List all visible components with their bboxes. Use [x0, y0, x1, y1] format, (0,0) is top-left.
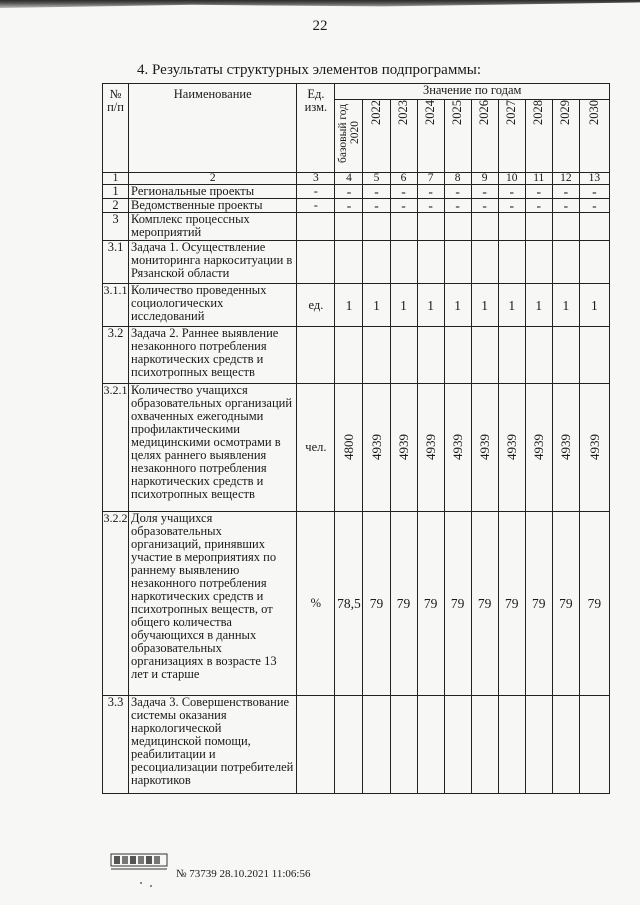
- row-value: [525, 327, 552, 384]
- year-header-cell: [444, 100, 471, 173]
- row-name: Региональные проекты: [129, 185, 297, 199]
- row-value-label: 4939: [558, 433, 574, 460]
- row-value: 1: [525, 284, 552, 327]
- row-value-label: 4939: [531, 433, 547, 460]
- row-value: [390, 327, 417, 384]
- row-value: [444, 696, 471, 794]
- row-unit: %: [297, 512, 335, 696]
- year-header-cell: [390, 100, 417, 173]
- year-header-cell: [552, 100, 579, 173]
- col-name-header: Наименование: [129, 84, 297, 173]
- row-value: 79: [444, 512, 471, 696]
- row-value: -: [417, 199, 444, 213]
- row-value: [552, 327, 579, 384]
- col-num-header: № п/п: [103, 84, 129, 173]
- row-number: 3.2.2: [103, 512, 129, 696]
- row-value: 1: [417, 284, 444, 327]
- row-value: 1: [390, 284, 417, 327]
- row-value: -: [335, 199, 363, 213]
- row-value: 79: [579, 512, 609, 696]
- table-row: [103, 241, 610, 284]
- column-index-cell: 7: [417, 173, 444, 185]
- row-value: [444, 384, 471, 512]
- row-name: Количество проведенных социологических исследований: [129, 284, 297, 327]
- table-row: [103, 696, 610, 794]
- year-header-label: 2022: [368, 100, 383, 125]
- row-value: [390, 384, 417, 512]
- row-value: 79: [363, 512, 390, 696]
- row-value: 79: [471, 512, 498, 696]
- row-value: [417, 384, 444, 512]
- column-index-cell: 12: [552, 173, 579, 185]
- row-value: -: [390, 199, 417, 213]
- row-value: [498, 696, 525, 794]
- row-number: 3.1: [103, 241, 129, 284]
- table-row: [103, 199, 610, 213]
- row-unit: чел.: [297, 384, 335, 512]
- row-value: [335, 213, 363, 241]
- row-value: [525, 213, 552, 241]
- row-unit: [297, 213, 335, 241]
- row-value: -: [579, 185, 609, 199]
- year-header-label: 2025: [450, 100, 465, 125]
- row-value: -: [390, 185, 417, 199]
- row-value: [335, 327, 363, 384]
- row-value: [579, 384, 609, 512]
- row-name: Количество учащихся образовательных организаций охваченных ежегодными профилактическими медицинскими осмотрами в целях раннего выявления незаконного потребления наркотических средств и психотропных веществ: [129, 384, 297, 512]
- row-number: 3.1.1: [103, 284, 129, 327]
- row-name: Задача 1. Осуществление мониторинга наркоситуации в Рязанской области: [129, 241, 297, 284]
- row-value: 1: [335, 284, 363, 327]
- section-heading: 4. Результаты структурных элементов подпрограммы:: [137, 62, 482, 78]
- table-row: [103, 185, 610, 199]
- row-number: 3.2.1: [103, 384, 129, 512]
- column-index-cell: 6: [390, 173, 417, 185]
- row-value: 79: [417, 512, 444, 696]
- row-value: [335, 241, 363, 284]
- year-header-label: 2029: [558, 100, 573, 125]
- row-value: [498, 327, 525, 384]
- row-value: [335, 384, 363, 512]
- row-value-label: 4939: [586, 433, 602, 460]
- year-header-cell: [335, 100, 363, 173]
- year-header-cell: [471, 100, 498, 173]
- row-unit: [297, 696, 335, 794]
- row-value: [471, 384, 498, 512]
- column-index-cell: 13: [579, 173, 609, 185]
- column-index-row: [103, 173, 610, 185]
- row-value-label: 4939: [450, 433, 466, 460]
- row-value: [471, 327, 498, 384]
- row-name: Задача 3. Совершенствование системы оказания наркологической медицинской помощи, реабилитации и ресоциализации потребителей наркотиков: [129, 696, 297, 794]
- row-value: [579, 241, 609, 284]
- row-value: -: [363, 185, 390, 199]
- row-value: [552, 384, 579, 512]
- row-unit: -: [297, 199, 335, 213]
- row-value: [335, 696, 363, 794]
- row-value: [579, 213, 609, 241]
- row-value: [471, 241, 498, 284]
- year-header-label: 2026: [477, 100, 492, 125]
- page-number: 22: [312, 18, 328, 34]
- column-index-cell: 8: [444, 173, 471, 185]
- col-unit-header: Ед. изм.: [297, 84, 335, 173]
- year-header-label: 2030: [586, 100, 601, 125]
- row-value: -: [444, 185, 471, 199]
- row-value: [552, 696, 579, 794]
- row-value: [390, 213, 417, 241]
- column-index-cell: 11: [525, 173, 552, 185]
- row-number: 2: [103, 199, 129, 213]
- row-value: [390, 241, 417, 284]
- row-value: [390, 696, 417, 794]
- table-row: [103, 327, 610, 384]
- row-value: -: [498, 199, 525, 213]
- row-value: 1: [579, 284, 609, 327]
- row-value: [471, 696, 498, 794]
- row-number: 1: [103, 185, 129, 199]
- row-value: 79: [390, 512, 417, 696]
- scan-speck: [150, 885, 152, 887]
- year-header-cell: [525, 100, 552, 173]
- row-value: 1: [444, 284, 471, 327]
- row-value: [498, 384, 525, 512]
- row-value: 78,5: [335, 512, 363, 696]
- row-value: -: [363, 199, 390, 213]
- year-header-label: базовый год 2020: [337, 103, 362, 163]
- column-index-cell: 10: [498, 173, 525, 185]
- row-unit: ед.: [297, 284, 335, 327]
- row-value-label: 4939: [368, 433, 384, 460]
- year-header-cell: [363, 100, 390, 173]
- row-name: Задача 2. Раннее выявление незаконного потребления наркотических средств и психотропных веществ: [129, 327, 297, 384]
- row-value: [363, 241, 390, 284]
- row-value: [579, 696, 609, 794]
- row-value: 79: [498, 512, 525, 696]
- row-value: [417, 241, 444, 284]
- row-value: -: [417, 185, 444, 199]
- table-row: [103, 213, 610, 241]
- scan-top-edge: [0, 0, 640, 8]
- row-value: [363, 327, 390, 384]
- row-value: [417, 327, 444, 384]
- row-value: -: [525, 199, 552, 213]
- row-value: [444, 241, 471, 284]
- row-number: 3: [103, 213, 129, 241]
- column-index-cell: 4: [335, 173, 363, 185]
- row-value: 1: [552, 284, 579, 327]
- row-value: [471, 213, 498, 241]
- row-value-label: 4939: [504, 433, 520, 460]
- row-value: [525, 696, 552, 794]
- row-value-label: 4939: [396, 433, 412, 460]
- row-value: [417, 696, 444, 794]
- column-index-cell: 5: [363, 173, 390, 185]
- row-value: -: [444, 199, 471, 213]
- row-value: -: [335, 185, 363, 199]
- row-value: 79: [552, 512, 579, 696]
- row-unit: -: [297, 185, 335, 199]
- row-value-label: 4939: [423, 433, 439, 460]
- table-row: [103, 384, 610, 512]
- year-header-cell: [498, 100, 525, 173]
- column-index-cell: 1: [103, 173, 129, 185]
- row-unit: [297, 327, 335, 384]
- row-value: [579, 327, 609, 384]
- row-unit: [297, 241, 335, 284]
- results-table: [102, 83, 610, 794]
- column-index-cell: 9: [471, 173, 498, 185]
- row-value: [498, 213, 525, 241]
- row-value: [444, 213, 471, 241]
- table-row: [103, 284, 610, 327]
- document-registration-id: № 73739 28.10.2021 11:06:56: [176, 868, 311, 880]
- row-name: Комплекс процессных мероприятий: [129, 213, 297, 241]
- column-index-cell: 3: [297, 173, 335, 185]
- row-value: -: [552, 185, 579, 199]
- row-value: [498, 241, 525, 284]
- row-value-label: 4800: [341, 433, 357, 460]
- year-header-cell: [579, 100, 609, 173]
- scan-speck: [140, 882, 142, 884]
- row-value: [363, 384, 390, 512]
- year-header-label: 2024: [423, 100, 438, 125]
- row-number: 3.2: [103, 327, 129, 384]
- row-value: 1: [363, 284, 390, 327]
- footer: [110, 850, 410, 890]
- row-value: [363, 213, 390, 241]
- col-values-header: Значение по годам: [335, 84, 610, 100]
- row-value: [552, 241, 579, 284]
- year-header-label: 2028: [531, 100, 546, 125]
- row-value: -: [471, 185, 498, 199]
- row-name: Доля учащихся образовательных организаций, принявших участие в мероприятиях по раннему выявлению незаконного потребления наркотических средств и психотропных веществ, от общего количества обучающихся в данных образовательных организациях в возрасте 13 лет и старше: [129, 512, 297, 696]
- header-row: [103, 84, 610, 100]
- year-header-cell: [417, 100, 444, 173]
- row-value: -: [525, 185, 552, 199]
- registry-stamp-icon: [110, 850, 168, 872]
- row-value: 79: [525, 512, 552, 696]
- column-index-cell: 2: [129, 173, 297, 185]
- year-header-label: 2027: [504, 100, 519, 125]
- row-value: -: [498, 185, 525, 199]
- row-value: 1: [471, 284, 498, 327]
- year-header-label: 2023: [396, 100, 411, 125]
- table-row: [103, 512, 610, 696]
- row-value: 1: [498, 284, 525, 327]
- row-value: [417, 213, 444, 241]
- row-number: 3.3: [103, 696, 129, 794]
- row-name: Ведомственные проекты: [129, 199, 297, 213]
- row-value: [444, 327, 471, 384]
- row-value: [363, 696, 390, 794]
- row-value: -: [579, 199, 609, 213]
- row-value: -: [471, 199, 498, 213]
- row-value-label: 4939: [477, 433, 493, 460]
- row-value: [525, 241, 552, 284]
- row-value: [552, 213, 579, 241]
- row-value: -: [552, 199, 579, 213]
- row-value: [525, 384, 552, 512]
